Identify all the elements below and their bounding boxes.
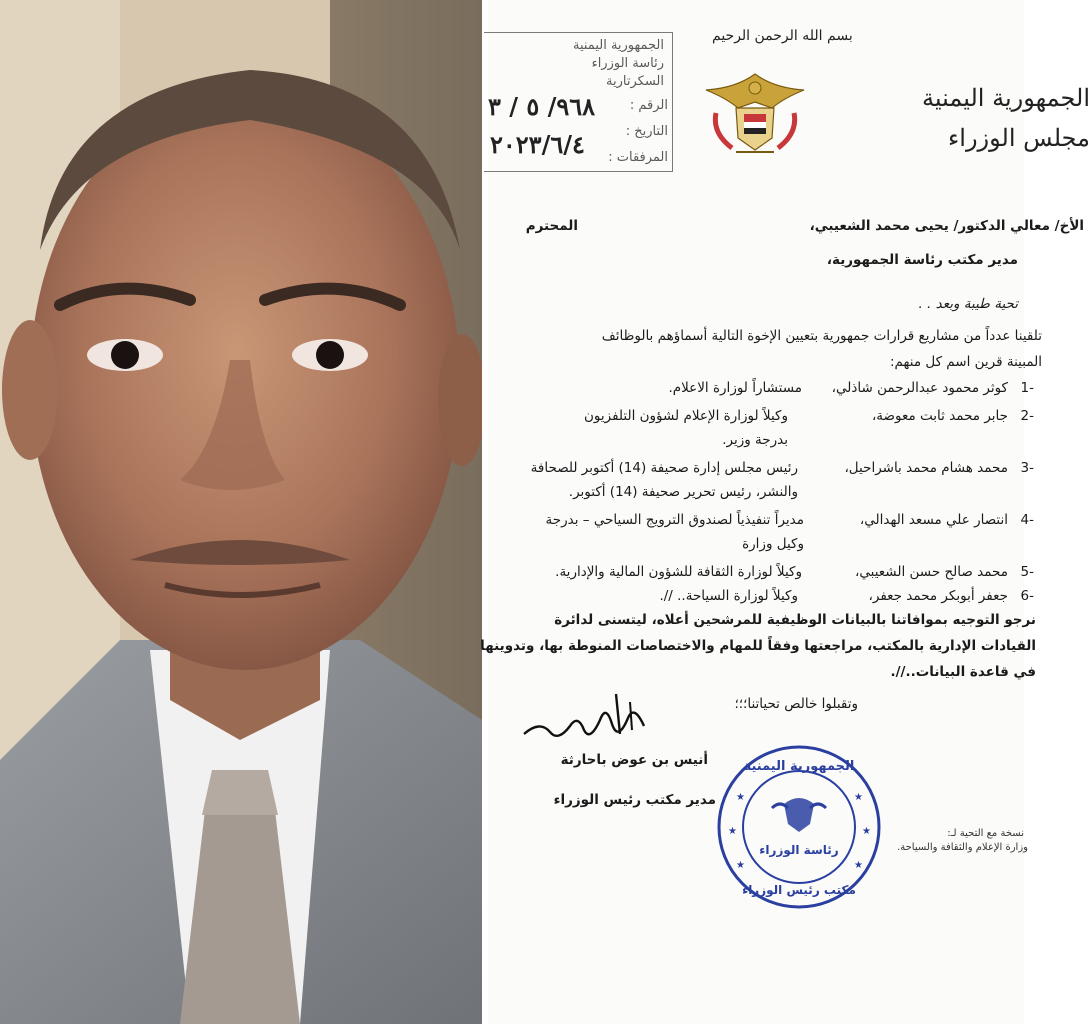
stamp-bottom-text: مكتب رئيس الوزراء <box>742 883 856 897</box>
appointee-name: انتصار علي مسعد الهدالي، <box>859 512 1008 528</box>
addressee-name: الأخ/ معالي الدكتور/ يحيى محمد الشعيبي، <box>809 218 1084 234</box>
stamp-star-icon: ★ <box>862 826 871 837</box>
appointee-position: وكيلاً لوزارة الثقافة للشؤون المالية والإدارية. <box>555 564 802 580</box>
portrait-photo <box>0 0 482 1024</box>
appointee-name: محمد هشام محمد باشراحيل، <box>844 460 1008 476</box>
stamp-star-icon: ★ <box>736 860 745 871</box>
appointee-position-continued: وكيل وزارة <box>742 536 804 552</box>
stamp-star-icon: ★ <box>728 826 737 837</box>
stamp-star-icon: ★ <box>854 860 863 871</box>
ref-date: ٢٠٢٣/٦/٤ <box>490 130 585 159</box>
letterhead-title <box>922 78 1090 158</box>
ref-box-line1: الجمهورية اليمنية <box>572 38 664 53</box>
ref-number: ٩٦٨/ ٥ / ٣ <box>488 92 596 121</box>
closing: وتقبلوا خالص تحياتنا؛؛؛ <box>734 696 858 712</box>
ref-date-label: التاريخ : <box>625 124 668 139</box>
appointee-position: وكيلاً لوزارة السياحة.. //. <box>659 588 798 604</box>
appointee-number: -4 <box>1020 512 1034 528</box>
appointee-position-continued: بدرجة وزير. <box>722 432 788 448</box>
appointees-list <box>488 380 1034 604</box>
official-letter <box>480 0 1090 1024</box>
addressee-honorific: المحترم <box>525 218 578 234</box>
cc-line-2: وزارة الإعلام والثقافة والسياحة. <box>897 842 1028 853</box>
intro-line-2: المبينة قرين اسم كل منهم: <box>890 354 1042 370</box>
appointee-number: -6 <box>1020 588 1034 604</box>
ref-number-label: الرقم : <box>629 98 668 113</box>
stamp-middle-text: رئاسة الوزراء <box>759 843 839 857</box>
appointee-number: -5 <box>1020 564 1034 580</box>
portrait-illustration <box>0 0 482 1024</box>
basmala: بسم الله الرحمن الرحيم <box>712 28 853 44</box>
appointee-name: محمد صالح حسن الشعيبي، <box>855 564 1008 580</box>
appointee-number: -1 <box>1020 380 1034 396</box>
addressee-title: مدير مكتب رئاسة الجمهورية، <box>826 252 1018 268</box>
appointee-position: رئيس مجلس إدارة صحيفة (14) أكتوبر للصحافة <box>530 460 798 476</box>
intro-line-1: تلقينا عدداً من مشاريع قرارات جمهورية بتعيين الإخوة التالية أسماؤهم بالوظائف <box>601 328 1042 344</box>
signatory-title: مدير مكتب رئيس الوزراء <box>553 792 716 808</box>
letterhead-line2: مجلس الوزراء <box>948 124 1090 152</box>
appointee-position: مديراً تنفيذياً لصندوق الترويج السياحي – بدرجة <box>545 512 804 528</box>
request-line-1: نرجو التوجيه بموافاتنا بالبيانات الوظيفية للمرشحين أعلاه، ليتسنى لدائرة <box>554 612 1036 628</box>
request-line-2: القيادات الإدارية بالمكتب، مراجعتها وفقاً للمهام والاختصاصات المنوطة بها، وتدوينها <box>480 638 1036 654</box>
yemen-emblem-icon <box>696 68 814 160</box>
appointee-name: جابر محمد ثابت معوضة، <box>871 408 1008 424</box>
appointee-name: جعفر أبوبكر محمد جعفر، <box>868 588 1008 604</box>
stamp-star-icon: ★ <box>854 792 863 803</box>
ref-box-line2: رئاسة الوزراء <box>591 56 664 71</box>
request-line-3: في قاعدة البيانات..//. <box>890 664 1036 680</box>
appointee-position: مستشاراً لوزارة الاعلام. <box>668 380 802 396</box>
handwritten-signature <box>520 690 660 750</box>
greeting: تحية طيبة وبعد . . <box>918 296 1018 312</box>
appointee-position-continued: والنشر، رئيس تحرير صحيفة (14) أكتوبر. <box>568 484 798 500</box>
stamp-star-icon: ★ <box>736 792 745 803</box>
cc-line-1: نسخة مع التحية لـ: <box>947 828 1024 839</box>
appointee-name: كوثر محمود عبدالرحمن شاذلي، <box>831 380 1008 396</box>
appointee-number: -3 <box>1020 460 1034 476</box>
signatory-name: أنيس بن عوض باحارثة <box>560 752 708 768</box>
appointee-number: -2 <box>1020 408 1034 424</box>
appointee-position: وكيلاً لوزارة الإعلام لشؤون التلفزيون <box>583 408 788 424</box>
letterhead-line1: الجمهورية اليمنية <box>922 84 1090 112</box>
ref-attachments-label: المرفقات : <box>608 150 668 165</box>
ref-box-line3: السكرتارية <box>606 74 664 89</box>
official-stamp <box>714 742 884 912</box>
stamp-outer-text: الجمهورية اليمنية <box>743 759 855 774</box>
